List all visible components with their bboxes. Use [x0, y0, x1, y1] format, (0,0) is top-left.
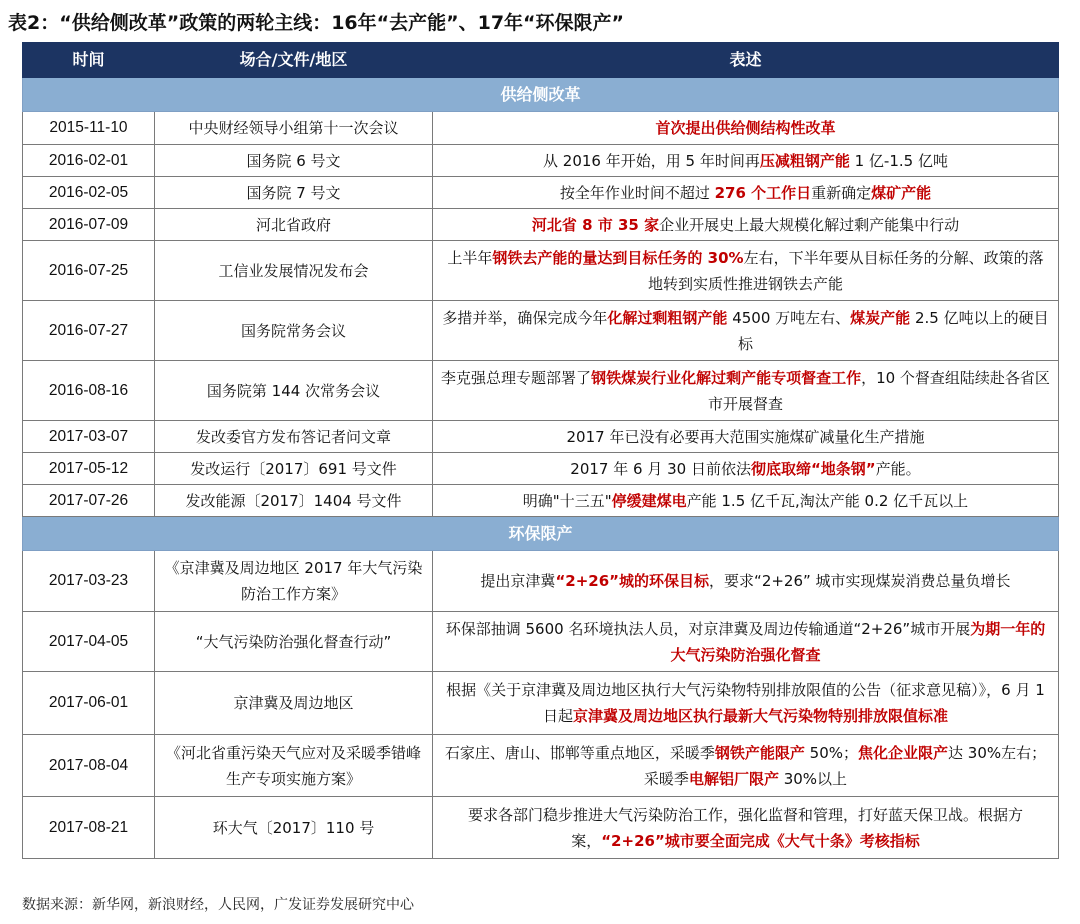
- header-desc: 表述: [433, 43, 1059, 78]
- description-text: 30%以上: [778, 769, 848, 788]
- highlight-text: 煤炭产能: [850, 308, 911, 327]
- description-cell: [433, 551, 1059, 612]
- description-cell: [433, 361, 1059, 421]
- description-text: 环保部抽调 5600 名环境执法人员，对京津冀及周边传输通道“2+26”城市开展: [445, 619, 971, 638]
- table-row: [23, 301, 1059, 361]
- venue-cell: 发改能源〔2017〕1404 号文件: [155, 485, 433, 517]
- description-text: 要求各部门稳步推进大气污染防治工作，强化监督和管理，打好蓝天保卫战。根据方案，: [467, 805, 1023, 850]
- description-text: 上半年: [447, 248, 493, 267]
- venue-cell: 国务院常务会议: [155, 301, 433, 361]
- description-cell: [433, 145, 1059, 177]
- description-text: 达 30%左右；采暖季: [643, 743, 1047, 788]
- table-row: [23, 735, 1059, 797]
- date-cell: 2017-07-26: [23, 485, 155, 517]
- highlight-text: 电解铝厂限产: [688, 769, 779, 788]
- table-row: [23, 361, 1059, 421]
- description-cell: [433, 177, 1059, 209]
- venue-cell: 发改委官方发布答记者问文章: [155, 421, 433, 453]
- description-text: 明确"十三五": [522, 491, 612, 510]
- date-cell: 2017-08-21: [23, 797, 155, 859]
- table-row: [23, 551, 1059, 612]
- table-row: [23, 112, 1059, 145]
- description-text: 左右，下半年要从目标任务的分解、政策的落地转到实质性推进钢铁去产能: [647, 248, 1044, 293]
- venue-cell: 中央财经领导小组第十一次会议: [155, 112, 433, 145]
- description-text: 石家庄、唐山、邯郸等重点地区，采暖季: [444, 743, 715, 762]
- description-text: 从 2016 年开始，用 5 年时间再: [543, 151, 760, 170]
- description-text: ，要求“2+26” 城市实现煤炭消费总量负增长: [709, 572, 1011, 590]
- venue-cell: “大气污染防治强化督查行动”: [155, 612, 433, 672]
- description-text: 多措并举，确保完成今年: [442, 308, 608, 327]
- description-text: 2017 年已没有必要再大范围实施煤矿减量化生产措施: [566, 427, 925, 446]
- highlight-text: 压减粗钢产能: [759, 151, 850, 170]
- section-row: [23, 78, 1059, 112]
- table-row: [23, 453, 1059, 485]
- header-venue: 场合/文件/地区: [155, 43, 433, 78]
- policy-table: [22, 42, 1059, 859]
- table-row: [23, 797, 1059, 859]
- table-row: [23, 672, 1059, 735]
- description-text: 2017 年 6 月 30 日前依法: [570, 459, 751, 478]
- table-title: 表2：“供给侧改革”政策的两轮主线：16年“去产能”、17年“环保限产”: [8, 12, 625, 34]
- highlight-text: 钢铁产能限产: [714, 743, 805, 762]
- description-cell: [433, 672, 1059, 735]
- date-cell: 2016-02-05: [23, 177, 155, 209]
- description-cell: [433, 209, 1059, 241]
- venue-cell: 国务院 7 号文: [155, 177, 433, 209]
- venue-cell: 国务院 6 号文: [155, 145, 433, 177]
- description-cell: [433, 735, 1059, 797]
- date-cell: 2016-08-16: [23, 361, 155, 421]
- description-cell: [433, 301, 1059, 361]
- highlight-text: “2+26”城市要全面完成《大气十条》考核指标: [601, 831, 920, 850]
- highlight-text: 化解过剩粗钢产能: [607, 308, 728, 327]
- highlight-text: 焦化企业限产: [858, 743, 949, 762]
- table-row: [23, 241, 1059, 301]
- description-cell: [433, 112, 1059, 145]
- description-text: 50%；: [804, 743, 858, 762]
- date-cell: 2016-07-09: [23, 209, 155, 241]
- venue-cell: 《河北省重污染天气应对及采暖季错峰生产专项实施方案》: [155, 735, 433, 797]
- table-row: [23, 177, 1059, 209]
- date-cell: 2016-02-01: [23, 145, 155, 177]
- highlight-text: 为期一年的大气污染防治强化督查: [670, 619, 1046, 664]
- highlight-text: 钢铁煤炭行业化解过剩产能专项督查工作: [591, 368, 862, 387]
- table-row: [23, 612, 1059, 672]
- table-body: [23, 78, 1059, 859]
- description-cell: [433, 453, 1059, 485]
- description-cell: [433, 485, 1059, 517]
- date-cell: 2017-04-05: [23, 612, 155, 672]
- highlight-text: 煤矿产能: [871, 183, 932, 202]
- description-text: 产能 1.5 亿千瓦,淘汰产能 0.2 亿千瓦以上: [686, 491, 969, 510]
- date-cell: 2017-03-23: [23, 551, 155, 612]
- date-cell: 2015-11-10: [23, 112, 155, 145]
- description-cell: [433, 612, 1059, 672]
- header-row: [23, 43, 1059, 78]
- description-cell: [433, 421, 1059, 453]
- description-cell: [433, 241, 1059, 301]
- description-text: 提出京津冀: [480, 572, 556, 590]
- venue-cell: 环大气〔2017〕110 号: [155, 797, 433, 859]
- highlight-text: 河北省 8 市 35 家: [531, 215, 660, 234]
- description-text: 2.5 亿吨以上的硬目标: [737, 308, 1049, 353]
- date-cell: 2016-07-27: [23, 301, 155, 361]
- highlight-text: 停缓建煤电: [611, 491, 687, 510]
- description-text: 产能。: [875, 459, 921, 478]
- description-text: 重新确定: [811, 183, 872, 202]
- venue-cell: 京津冀及周边地区: [155, 672, 433, 735]
- description-text: 4500 万吨左右、: [727, 308, 851, 327]
- table-row: [23, 485, 1059, 517]
- description-text: 按全年作业时间不超过: [559, 183, 715, 202]
- data-source-note: 数据来源：新华网，新浪财经，人民网，广发证券发展研究中心: [22, 897, 414, 913]
- section-label: 环保限产: [23, 517, 1059, 551]
- date-cell: 2017-06-01: [23, 672, 155, 735]
- date-cell: 2017-05-12: [23, 453, 155, 485]
- description-text: ，10 个督查组陆续赴各省区市开展督查: [707, 368, 1050, 413]
- description-text: 根据《关于京津冀及周边地区执行大气污染物特别排放限值的公告（征求意见稿）》，6 月 1 日起: [446, 681, 1045, 725]
- venue-cell: 河北省政府: [155, 209, 433, 241]
- highlight-text: 彻底取缔“地条钢”: [750, 459, 876, 478]
- table-row: [23, 209, 1059, 241]
- date-cell: 2017-08-04: [23, 735, 155, 797]
- table-row: [23, 145, 1059, 177]
- highlight-text: 京津冀及周边地区执行最新大气污染物特别排放限值标准: [573, 707, 949, 725]
- venue-cell: 国务院第 144 次常务会议: [155, 361, 433, 421]
- highlight-text: “2+26”城的环保目标: [555, 572, 710, 590]
- venue-cell: 工信业发展情况发布会: [155, 241, 433, 301]
- date-cell: 2017-03-07: [23, 421, 155, 453]
- section-row: [23, 517, 1059, 551]
- description-text: 李克强总理专题部署了: [441, 368, 592, 387]
- table-row: [23, 421, 1059, 453]
- description-cell: [433, 797, 1059, 859]
- header-time: 时间: [23, 43, 155, 78]
- highlight-text: 首次提出供给侧结构性改革: [655, 119, 836, 137]
- description-text: 企业开展史上最大规模化解过剩产能集中行动: [659, 215, 960, 234]
- description-text: 1 亿-1.5 亿吨: [849, 151, 948, 170]
- date-cell: 2016-07-25: [23, 241, 155, 301]
- highlight-text: 钢铁去产能的量达到目标任务的 30%: [492, 248, 744, 267]
- section-label: 供给侧改革: [23, 78, 1059, 112]
- venue-cell: 发改运行〔2017〕691 号文件: [155, 453, 433, 485]
- venue-cell: 《京津冀及周边地区 2017 年大气污染防治工作方案》: [155, 551, 433, 612]
- highlight-text: 276 个工作日: [714, 183, 812, 202]
